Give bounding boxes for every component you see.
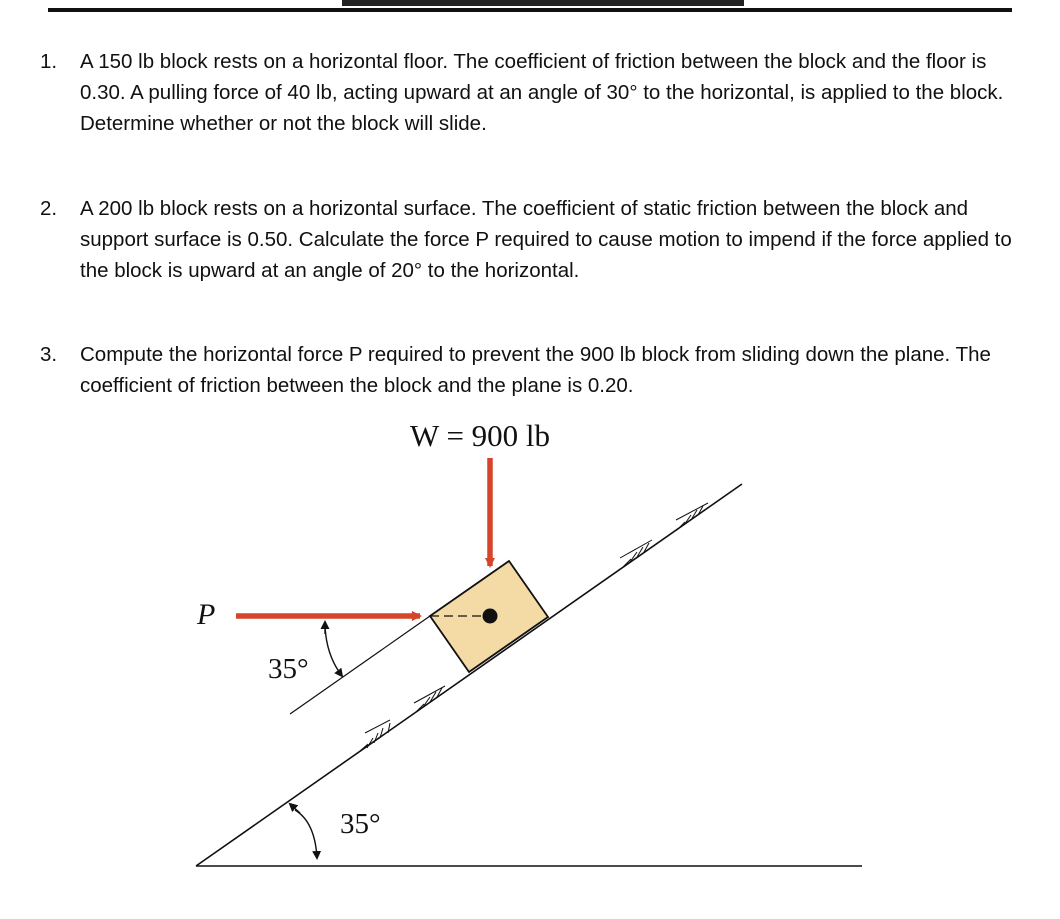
force-label: P: [197, 598, 216, 631]
problem-text: Compute the horizontal force P required to prevent the 900 lb block from sliding down the plane. The coefficient of friction between the block and the plane is 0.20.: [80, 343, 991, 397]
lower-angle-label: 35°: [340, 808, 381, 840]
problem-text: A 150 lb block rests on a horizontal floor. The coefficient of friction between the block and the floor is 0.30. A pulling force of 40 lb, acting upward at an angle of 30° to the horizontal, is applied to the block. Determine whether or not the block will slide.: [80, 50, 1004, 135]
center-of-gravity: [483, 609, 498, 624]
problem-number: 1.: [40, 50, 58, 73]
weight-label: W = 900 lb: [410, 418, 551, 453]
problem-number: 2.: [40, 197, 58, 220]
reference-line: [290, 616, 430, 714]
lower-angle-arc: [295, 810, 317, 858]
problem-text: A 200 lb block rests on a horizontal surface. The coefficient of static friction between the block and support surface is 0.50. Calculate the force P required to cause motion to impend if the force applied to the block is upward at an angle of 20° to the horizontal.: [80, 197, 1012, 282]
lower-angle-tick: [290, 804, 300, 813]
upper-angle-label: 35°: [268, 653, 309, 685]
problem-number: 3.: [40, 343, 58, 366]
upper-angle-arc: [325, 625, 342, 676]
